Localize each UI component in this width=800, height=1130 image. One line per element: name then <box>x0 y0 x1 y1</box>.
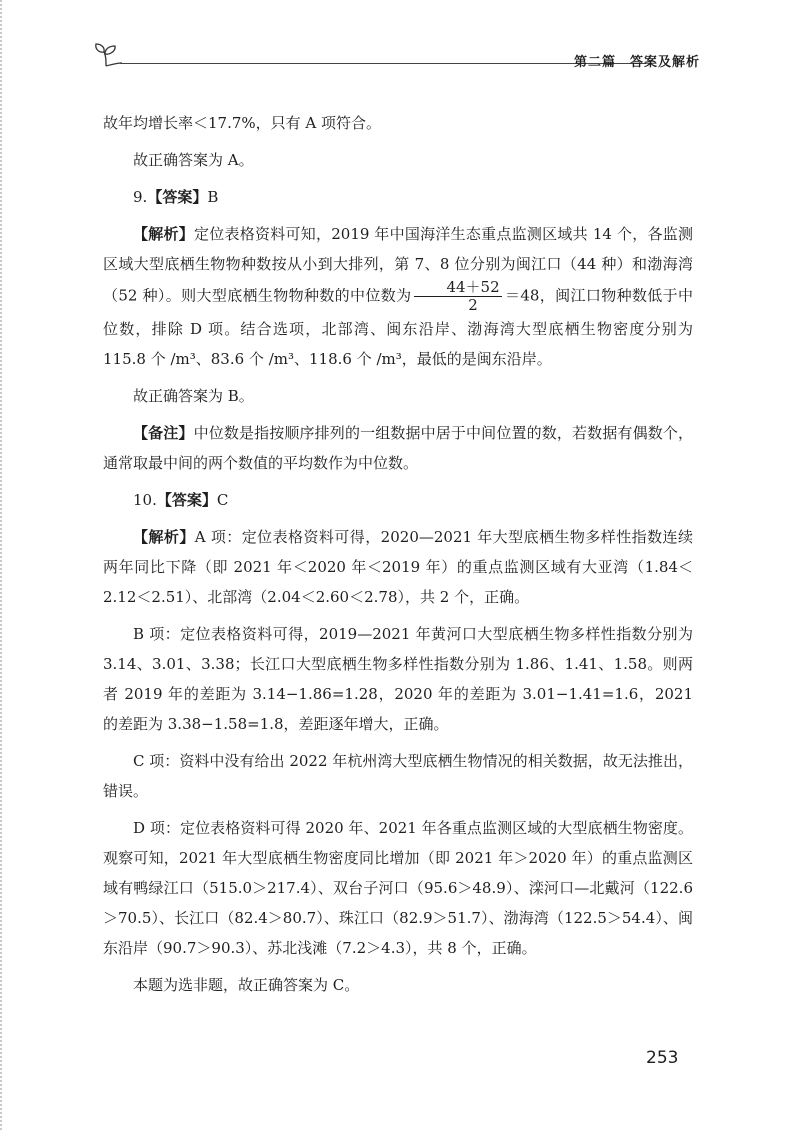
q10-conclusion: 本题为选非题，故正确答案为 C。 <box>133 976 360 994</box>
binding-edge <box>0 0 12 1130</box>
q10-item-a-text: A 项：定位表格资料可得，2020—2021 年大型底栖生物多样性指数连续两年同比下降（即 2021 年＜2020 年＜2019 年）的重点监测区域有大亚湾（1.84＜2.12＜2.51）、北部湾（2.04＜2.60＜2.78），共 2 个，正确。 <box>103 528 693 606</box>
answer-tag: 【答案】 <box>156 491 217 509</box>
q8-tail: 故年均增长率＜17.7%，只有 A 项符合。 <box>103 114 382 132</box>
page-content <box>103 108 693 1007</box>
q10-item-a <box>103 522 693 612</box>
q8-conclusion: 故正确答案为 A。 <box>133 151 254 169</box>
page-header <box>92 40 700 74</box>
q9-analysis-text-2: ＝48，闽江口物种数低于中位数，排除 D 项。结合选项，北部湾、闽东沿岸、渤海湾大型底栖生物密度分别为 115.8 个 /m³、83.6 个 /m³、118.6 个 /m³，最低的是闽东沿岸。 <box>103 286 694 368</box>
q9-answer: B <box>207 188 219 206</box>
fraction-numerator: 44＋52 <box>414 279 501 297</box>
q10-item-d: D 项：定位表格资料可得 2020 年、2021 年各重点监测区域的大型底栖生物密度。观察可知，2021 年大型底栖生物密度同比增加（即 2021 年＞2020 年）的重点监测区域有鸭绿江口（515.0＞217.4）、双台子河口（95.6＞48.9）、滦河口—北戴河（122.6＞70.5）、长江口（82.4＞80.7）、珠江口（82.9＞51.7）、渤海湾（122.5＞54.4）、闽东沿岸（90.7＞90.3）、苏北浅滩（7.2＞4.3），共 8 个，正确。 <box>103 819 693 957</box>
q10-item-b: B 项：定位表格资料可得，2019—2021 年黄河口大型底栖生物多样性指数分别为 3.14、3.01、3.38；长江口大型底栖生物多样性指数分别为 1.86、1.41、1.58。则两者 2019 年的差距为 3.14−1.86=1.28，2020 年的差距为 3.01−1.41=1.6，2021 的差距为 3.38−1.58=1.8，差距逐年增大，正确。 <box>103 625 693 733</box>
q9-answer-line <box>103 182 693 212</box>
fraction-denominator: 2 <box>468 296 478 314</box>
sprout-icon <box>92 40 124 70</box>
analysis-tag: 【解析】 <box>133 225 194 243</box>
q9-conclusion: 故正确答案为 B。 <box>133 387 254 405</box>
q10-number: 10. <box>133 491 157 509</box>
analysis-tag: 【解析】 <box>133 528 195 546</box>
median-fraction <box>414 279 501 314</box>
q10-answer-line <box>103 485 693 515</box>
q9-note-text: 中位数是指按顺序排列的一组数据中居于中间位置的数，若数据有偶数个，通常取最中间的两个数值的平均数作为中位数。 <box>103 424 693 472</box>
q10-answer: C <box>216 491 229 509</box>
q9-analysis <box>103 219 693 374</box>
note-tag: 【备注】 <box>133 424 194 442</box>
page-number: 253 <box>646 1048 679 1068</box>
running-title: 第二篇 答案及解析 <box>573 55 700 70</box>
answer-tag: 【答案】 <box>147 188 208 206</box>
q9-analysis-text-1: 定位表格资料可知，2019 年中国海洋生态重点监测区域共 14 个，各监测区域大型底栖生物物种数按从小到大排列，第 7、8 位分别为闽江口（44 种）和渤海湾（52 种）。则大型底栖生物物种数的中位数为 <box>103 225 693 305</box>
q9-number: 9. <box>133 188 148 206</box>
q9-note <box>103 418 693 478</box>
header-rule <box>120 63 646 64</box>
q10-item-c: C 项：资料中没有给出 2022 年杭州湾大型底栖生物情况的相关数据，故无法推出，错误。 <box>103 752 693 800</box>
